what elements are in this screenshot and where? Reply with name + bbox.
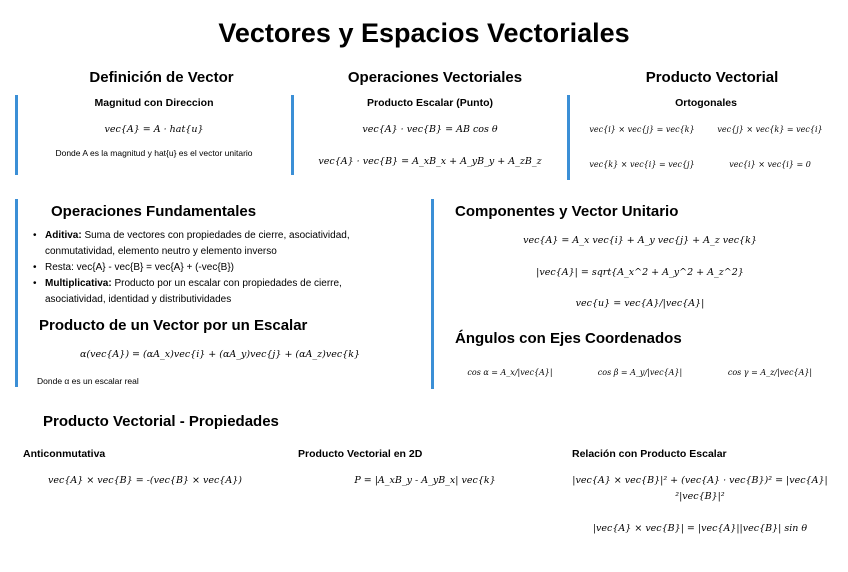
cos-alpha: cos α = A_x/|vec{A}|	[467, 368, 553, 377]
producto-2d-formula: P = |A_xB_y - A_yB_x| vec{k}	[354, 475, 496, 486]
cross-ki: vec{k} × vec{i} = vec{j}	[589, 160, 695, 169]
magnitud-formula: |vec{A}| = sqrt{A_x^2 + A_y^2 + A_z^2}	[536, 267, 744, 278]
accent-bar	[15, 199, 18, 387]
list-item: • Aditiva: Suma de vectores con propiedades de cierre, asociatividad, conmutatividad, elemento neutro y elemento inverso	[33, 228, 378, 260]
angulos-heading: Ángulos con Ejes Coordenados	[455, 330, 682, 347]
componentes-formula: vec{A} = A_x vec{i} + A_y vec{j} + A_z vec{k}	[523, 235, 757, 246]
accent-bar	[567, 95, 570, 180]
propiedades-heading: Producto Vectorial - Propiedades	[43, 413, 279, 430]
list-item: • Multiplicativa: Producto por un escalar con propiedades de cierre, asociatividad, identidad y distributividades	[33, 276, 378, 308]
relacion-formula-2: |vec{A} × vec{B}| = |vec{A}||vec{B}| sin θ	[592, 523, 808, 534]
accent-bar	[15, 95, 18, 175]
cos-gamma: cos γ = A_z/|vec{A}|	[727, 368, 813, 377]
definicion-heading: Definición de Vector	[89, 69, 234, 86]
producto-escalar-formula: vec{A} · vec{B} = AB cos θ	[362, 124, 498, 135]
definicion-subheading: Magnitud con Direccion	[94, 97, 214, 109]
accent-bar	[291, 95, 294, 175]
componentes-heading: Componentes y Vector Unitario	[455, 203, 679, 220]
unitario-formula: vec{u} = vec{A}/|vec{A}|	[575, 298, 705, 309]
relacion-formula-1b: ²|vec{B}|²	[675, 491, 725, 502]
definicion-note: Donde A es la magnitud y hat{u} es el vector unitario	[55, 148, 253, 158]
relacion-formula-1a: |vec{A} × vec{B}|² + (vec{A} · vec{B})² = |vec{A}|	[572, 475, 828, 486]
producto-escalar-componentes: vec{A} · vec{B} = A_xB_x + A_yB_y + A_zB_z	[318, 156, 542, 167]
anticonmutativa-label: Anticonmutativa	[23, 448, 106, 460]
operaciones-subheading: Producto Escalar (Punto)	[366, 97, 493, 109]
escalar-heading: Producto de un Vector por un Escalar	[39, 317, 308, 334]
operaciones-heading: Operaciones Vectoriales	[347, 69, 523, 86]
definicion-formula: vec{A} = A · hat{u}	[104, 124, 204, 135]
escalar-formula: α(vec{A}) = (αA_x)vec{i} + (αA_y)vec{j} + (αA_z)vec{k}	[79, 349, 361, 360]
ortogonales-subheading: Ortogonales	[675, 97, 737, 109]
list-item: • Resta: vec{A} - vec{B} = vec{A} + (-vec{B})	[33, 260, 378, 276]
cos-beta: cos β = A_y/|vec{A}|	[597, 368, 683, 377]
fundamentales-list	[33, 228, 378, 308]
producto-vectorial-heading: Producto Vectorial	[645, 69, 779, 86]
cross-ij: vec{i} × vec{j} = vec{k}	[589, 125, 695, 134]
relacion-label: Relación con Producto Escalar	[572, 448, 727, 460]
anticonmutativa-formula: vec{A} × vec{B} = -(vec{B} × vec{A})	[48, 475, 242, 486]
fundamentales-heading: Operaciones Fundamentales	[51, 203, 257, 220]
escalar-note: Donde α es un escalar real	[37, 376, 139, 386]
page-title: Vectores y Espacios Vectoriales	[218, 18, 630, 48]
cross-ii: vec{i} × vec{i} = 0	[729, 160, 811, 169]
cross-jk: vec{j} × vec{k} = vec{i}	[717, 125, 823, 134]
accent-bar	[431, 199, 434, 389]
producto-2d-label: Producto Vectorial en 2D	[298, 448, 423, 460]
